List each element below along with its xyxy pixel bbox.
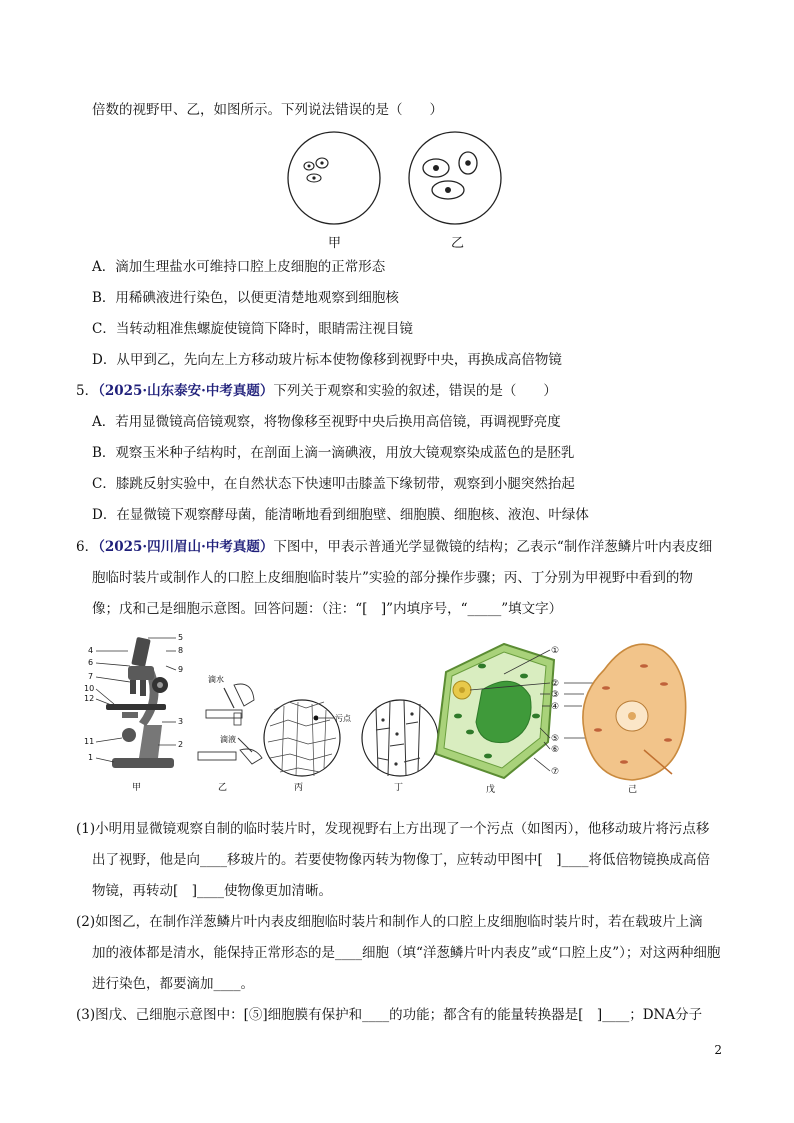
field-a-circle (288, 132, 380, 224)
field-bing (264, 700, 340, 776)
micro-label-7: 7 (88, 672, 94, 681)
yi-drop-stain: 滴液 (220, 735, 236, 744)
figure-label-yi: 乙 (451, 236, 465, 251)
q4-option-a: A．滴加生理盐水可维持口腔上皮细胞的正常形态 (92, 259, 386, 275)
micro-label-5: 5 (178, 633, 184, 642)
micro-label-1: 1 (88, 753, 94, 762)
sub-q2-line-2: 加的液体都是清水，能保持正常形态的是____细胞（填“洋葱鳞片叶内表皮”或“口腔上皮”）；对这两种细胞 (92, 945, 721, 961)
micro-label-4: 4 (88, 646, 94, 655)
label-wu: 戊 (486, 785, 496, 795)
micro-label-8: 8 (178, 646, 184, 655)
question-5-number: 5． (76, 383, 99, 399)
cell-label-3: ③ (551, 690, 560, 700)
cell-label-1: ① (551, 646, 560, 656)
sub-q1-line-1: (1)小明用显微镜观察自制的临时装片时，发现视野右上方出现了一个污点（如图丙），他移动玻片将污点移 (76, 821, 710, 837)
plant-cell-diagram (436, 644, 554, 778)
q4-option-c: C．当转动粗准焦螺旋使镜筒下降时，眼睛需注视目镜 (92, 321, 413, 337)
field-b-circle (409, 132, 501, 224)
sub-q2-line-1: (2)如图乙，在制作洋葱鳞片叶内表皮细胞临时装片和制作人的口腔上皮细胞临时装片时，若在载玻片上滴 (76, 914, 703, 930)
question-5-text: 下列关于观察和实验的叙述，错误的是（ ） (273, 383, 557, 399)
q5-option-a: A．若用显微镜高倍镜观察，将物像移至视野中央后换用高倍镜，再调视野亮度 (92, 414, 561, 430)
question-6-source: （2025·四川眉山·中考真题） (98, 539, 274, 555)
q4-option-d: D．从甲到乙，先向左上方移动玻片标本使物像移到视野中央，再换成高倍物镜 (92, 352, 562, 368)
sub-q1-line-2: 出了视野，他是向____移玻片的。若要使物像丙转为物像丁，应转动甲图中[ ]____将低倍物镜换成高倍 (92, 852, 711, 868)
micro-label-2: 2 (178, 740, 184, 749)
question-6-text-1: 下图中，甲表示普通光学显微镜的结构；乙表示“制作洋葱鳞片叶内表皮细 (273, 539, 713, 555)
label-ji: 己 (628, 785, 638, 795)
question-5-stem (76, 382, 557, 400)
question-4-stem: 倍数的视野甲、乙，如图所示。下列说法错误的是（ ） (92, 102, 443, 118)
question-6-number: 6． (76, 539, 99, 555)
label-jia: 甲 (132, 783, 142, 793)
figure-experiment-diagrams (84, 630, 724, 800)
micro-label-6: 6 (88, 658, 94, 667)
micro-label-11: 11 (84, 737, 95, 746)
figure-label-jia: 甲 (328, 236, 342, 251)
cell-label-2: ② (551, 679, 560, 689)
micro-label-12: 12 (84, 694, 95, 703)
yi-drop-water: 滴水 (208, 675, 224, 684)
cell-label-7: ⑦ (551, 767, 560, 777)
procedure-diagram (198, 674, 262, 764)
label-bing: 丙 (294, 783, 304, 793)
microscope-diagram (96, 637, 176, 768)
question-5-source: （2025·山东泰安·中考真题） (98, 383, 274, 399)
sub-q1-line-3: 物镜，再转动[ ]____使物像更加清晰。 (92, 883, 333, 899)
label-yi: 乙 (218, 783, 228, 793)
animal-cell-diagram (583, 644, 686, 780)
q5-option-c: C．膝跳反射实验中，在自然状态下快速叩击膝盖下缘韧带，观察到小腿突然抬起 (92, 476, 575, 492)
cell-label-6: ⑥ (551, 745, 560, 755)
label-ding: 丁 (394, 783, 404, 793)
sub-q2-line-3: 进行染色，都要滴加____。 (92, 976, 254, 992)
q5-option-b: B．观察玉米种子结构时，在剖面上滴一滴碘液，用放大镜观察染成蓝色的是胚乳 (92, 445, 575, 461)
question-6-stem-line-2: 胞临时装片或制作人的口腔上皮细胞临时装片”实验的部分操作步骤；丙、丁分别为甲视野中看到的物 (92, 570, 693, 586)
micro-label-9: 9 (178, 665, 184, 674)
q5-option-d: D．在显微镜下观察酵母菌，能清晰地看到细胞壁、细胞膜、细胞核、液泡、叶绿体 (92, 507, 589, 523)
question-6-stem-line-3: 像；戊和己是细胞示意图。回答问题：（注：“[ ]”内填序号，“_____”填文字） (92, 601, 563, 617)
page-number: 2 (714, 1043, 722, 1057)
micro-label-10: 10 (84, 684, 95, 693)
field-ding (362, 700, 438, 776)
cell-label-5: ⑤ (551, 734, 560, 744)
question-6-stem-line-1 (76, 538, 712, 556)
q4-option-b: B．用稀碘液进行染色，以便更清楚地观察到细胞核 (92, 290, 399, 306)
sub-q3-line-1: (3)图戊、己细胞示意图中：[⑤]细胞膜有保护和____的功能；都含有的能量转换器是[ ]____；DNA分子 (76, 1007, 703, 1023)
figure-microscope-fields (280, 128, 510, 258)
cell-label-4: ④ (551, 702, 560, 712)
micro-label-3: 3 (178, 717, 184, 726)
spot-label: 污点 (335, 714, 351, 723)
